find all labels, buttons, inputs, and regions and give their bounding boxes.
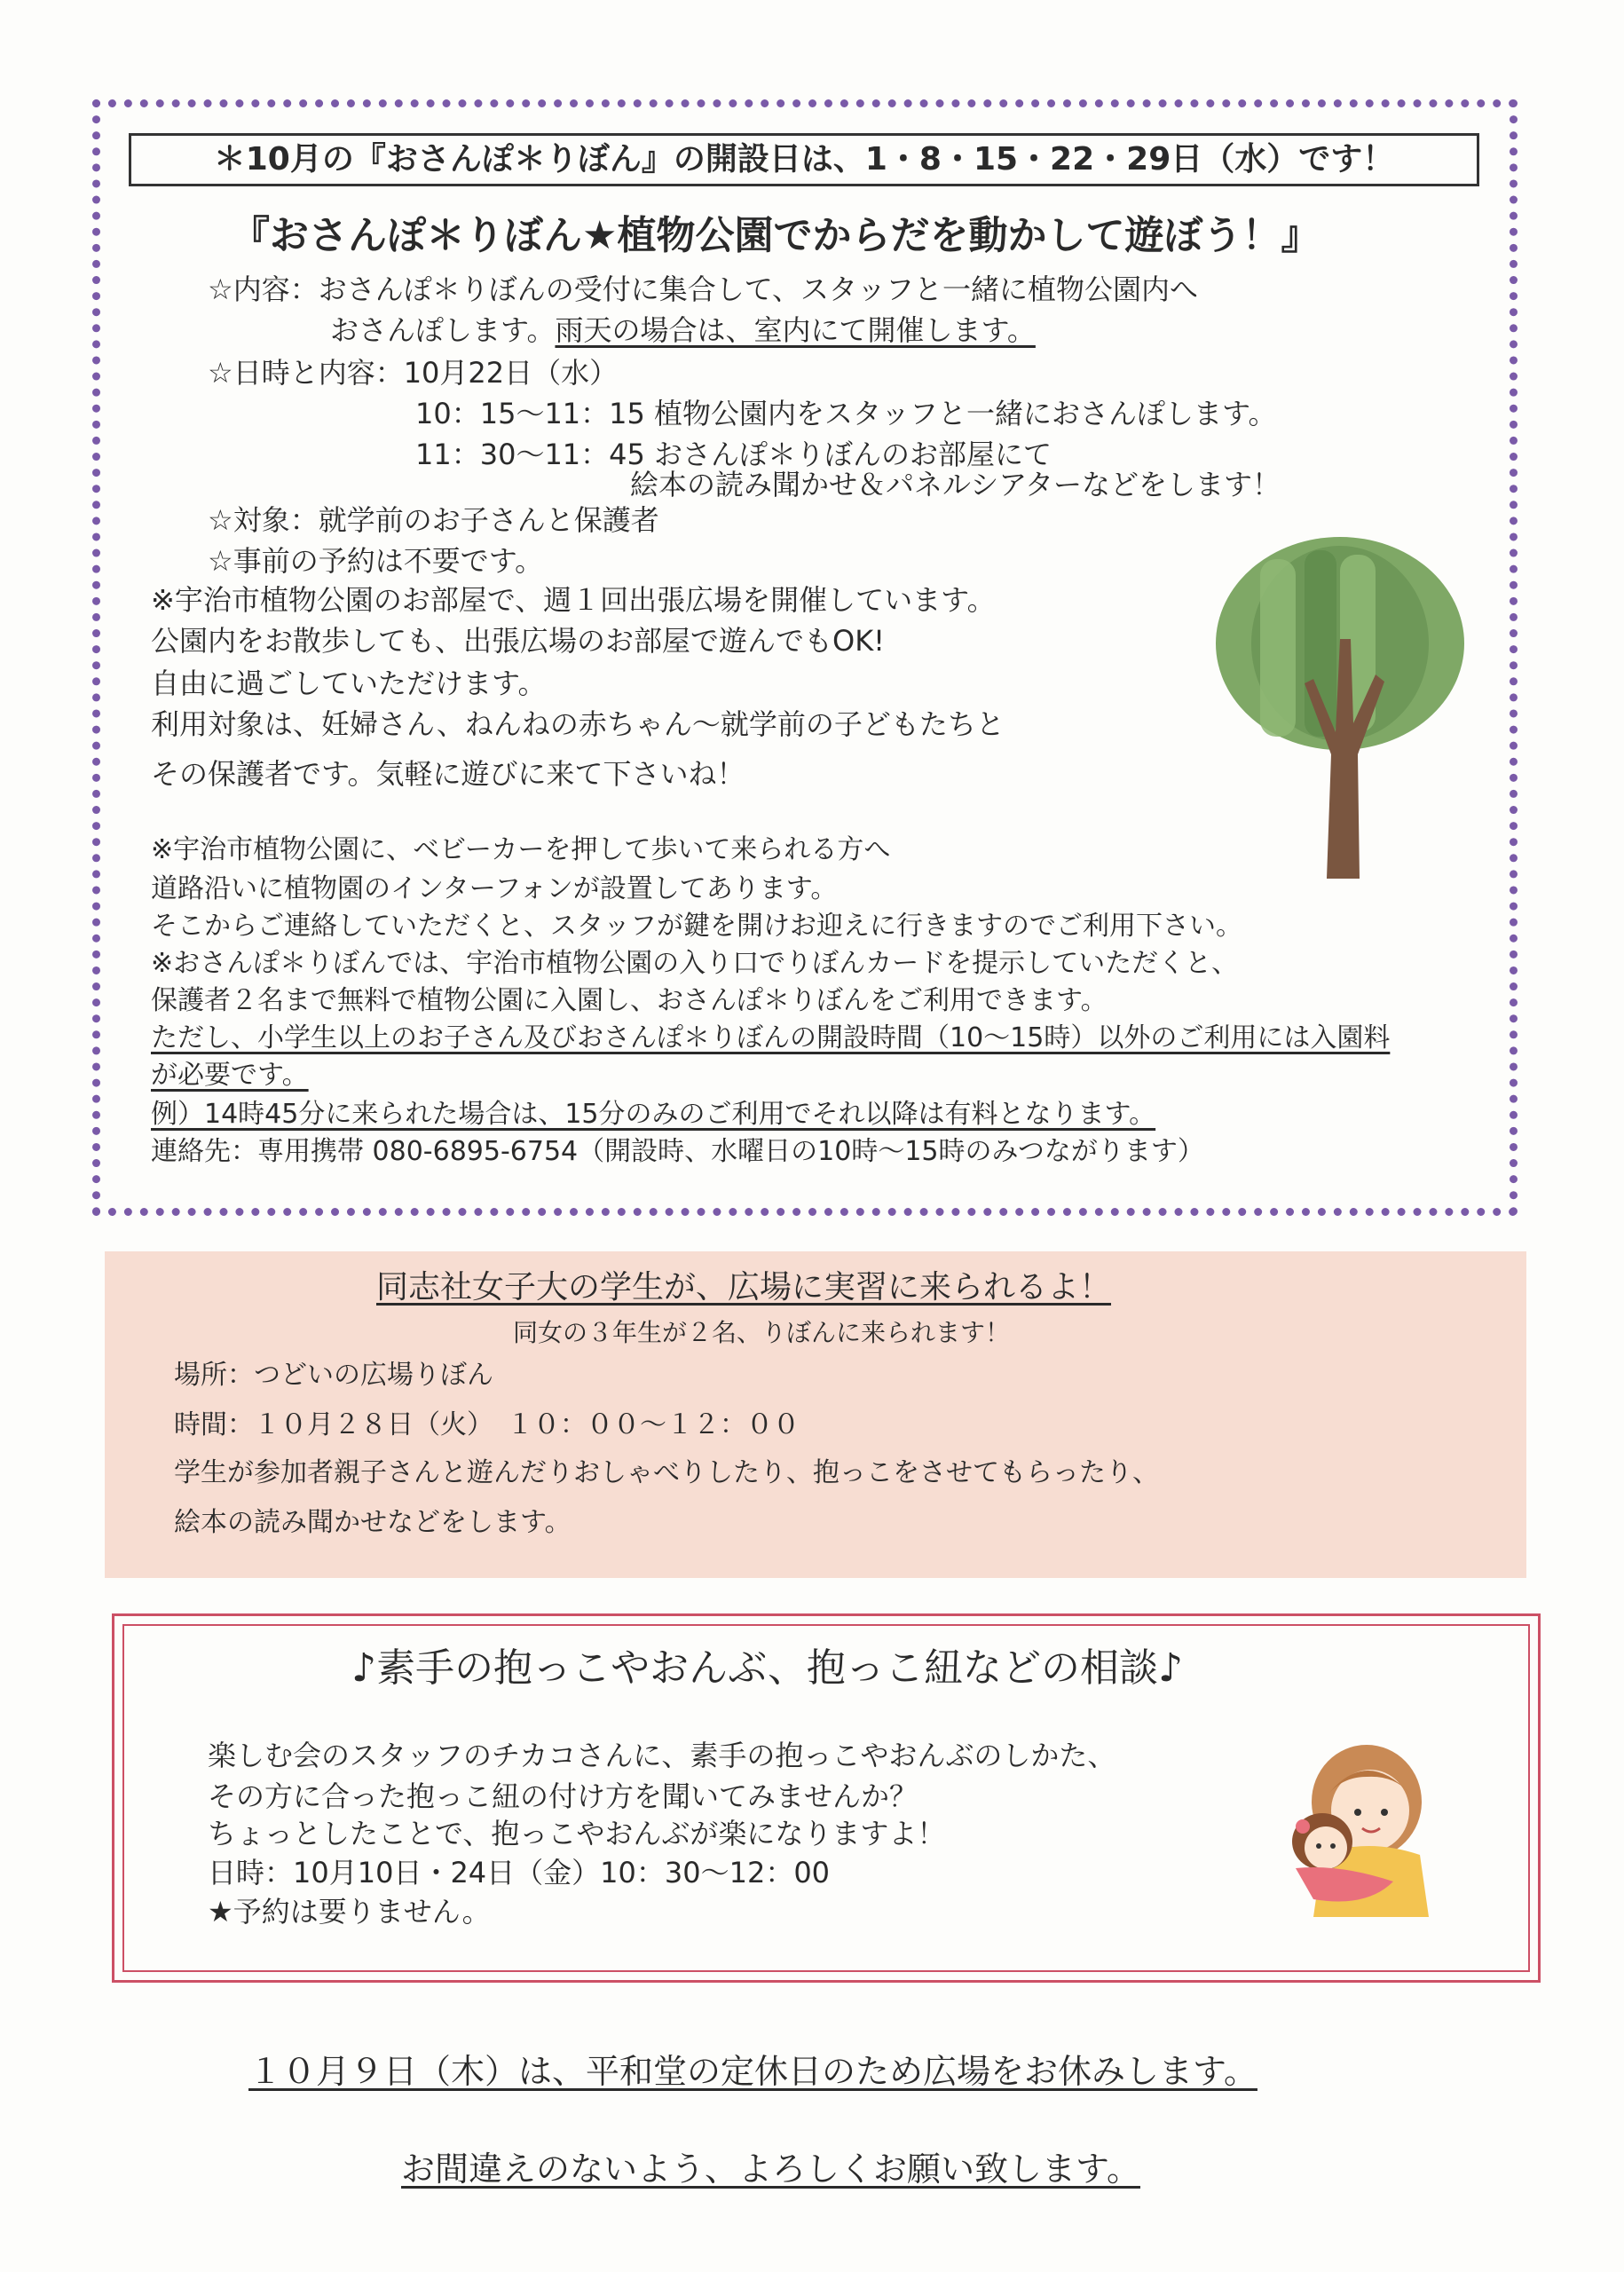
consultation-datetime: 日時：10月10日・24日（金）10：30〜12：00 [208,1856,831,1889]
info-line: 利用対象は、妊婦さん、ねんねの赤ちゃん〜就学前の子どもたちと [151,707,1005,741]
info-line: 自由に過ごしていただけます。 [151,667,547,700]
schedule-line: 絵本の読み聞かせ＆パネルシアターなどをします！ [630,468,1281,501]
note-line: 道路沿いに植物園のインターフォンが設置してあります。 [151,873,838,904]
fee-note-line: ただし、小学生以上のお子さん及びおさんぽ＊りぼんの開設時間（10〜15時）以外のご利用には入園料 [151,1022,1391,1053]
note-line: ※おさんぽ＊りぼんでは、宇治市植物公園の入り口でりぼんカードを提示していただくと、 [151,948,1239,979]
carrying-consultation-title: ♪素手の抱っこやおんぶ、抱っこ紐などの相談♪ [351,1645,1184,1691]
mother-child-icon [1260,1740,1447,1917]
time-line: 時間：１０月２８日（火） １０：００〜１２：００ [174,1409,800,1440]
info-line: ※宇治市植物公園のお部屋で、週１回出張広場を開催しています。 [151,583,996,617]
datetime-label: ☆日時と内容：10月22日（水） [208,356,619,390]
regards-notice: お間違えのないよう、よろしくお願い致します。 [401,2150,1140,2189]
consultation-reservation: ★予約は要りません。 [208,1895,491,1929]
content-line: ☆内容：おさんぽ＊りぼんの受付に集合して、スタッフと一緒に植物公園内へ [208,272,1199,306]
consultation-line: 楽しむ会のスタッフのチカコさんに、素手の抱っこやおんぶのしかた、 [208,1739,1116,1772]
schedule-line: 10：15〜11：15 植物公園内をスタッフと一緒におさんぽします。 [415,397,1277,430]
rain-note: 雨天の場合は、室内にて開催します。 [555,313,1036,347]
student-visit-subtitle: 同女の３年生が２名、りぼんに来られます！ [513,1318,1011,1347]
consultation-line: その方に合った抱っこ紐の付け方を聞いてみませんか？ [208,1779,918,1813]
info-line: 公園内をお散歩しても、出張広場のお部屋で遊んでもOK! [151,624,886,658]
contact-line: 連絡先：専用携帯 080-6895-6754（開設時、水曜日の10時〜15時のみつながります） [151,1136,1204,1167]
content-line [330,312,1036,348]
student-visit-title: 同志社女子大の学生が、広場に実習に来られるよ！ [376,1269,1112,1306]
description-line: 絵本の読み聞かせなどをします。 [174,1507,572,1538]
content-line-part: おさんぽします。 [330,313,556,347]
description-line: 学生が参加者親子さんと遊んだりおしゃべりしたり、抱っこをさせてもらったり、 [174,1457,1159,1488]
tree-icon [1207,532,1473,879]
note-line: ※宇治市植物公園に、ベビーカーを押して歩いて来られる方へ [151,834,891,865]
closure-notice: １０月９日（木）は、平和堂の定休日のため広場をお休みします。 [248,2052,1257,2091]
consultation-line: ちょっとしたことで、抱っこやおんぶが楽になりますよ！ [208,1817,946,1850]
reservation-line: ☆事前の予約は不要です。 [208,544,544,578]
info-line: その保護者です。気軽に遊びに来て下さいね！ [151,757,745,791]
note-line: そこからご連絡していただくと、スタッフが鍵を開けお迎えに行きますのでご利用下さい。 [151,911,1242,942]
place-line: 場所：つどいの広場りぼん [174,1360,493,1391]
target-line: ☆対象：就学前のお子さんと保護者 [208,503,659,537]
schedule-line: 11：30〜11：45 おさんぽ＊りぼんのお部屋にて [415,438,1052,471]
opening-days-header: ＊10月の『おさんぽ＊りぼん』の開設日は、1・8・15・22・29日（水）です！ [129,133,1479,186]
example-line: 例）14時45分に来られた場合は、15分のみのご利用でそれ以降は有料となります。 [151,1099,1156,1130]
note-line: 保護者２名まで無料で植物公園に入園し、おさんぽ＊りぼんをご利用できます。 [151,985,1108,1016]
fee-note-line: が必要です。 [151,1060,309,1091]
event-title: 『おさんぽ＊りぼん★植物公園でからだを動かして遊ぼう！』 [231,213,1320,258]
